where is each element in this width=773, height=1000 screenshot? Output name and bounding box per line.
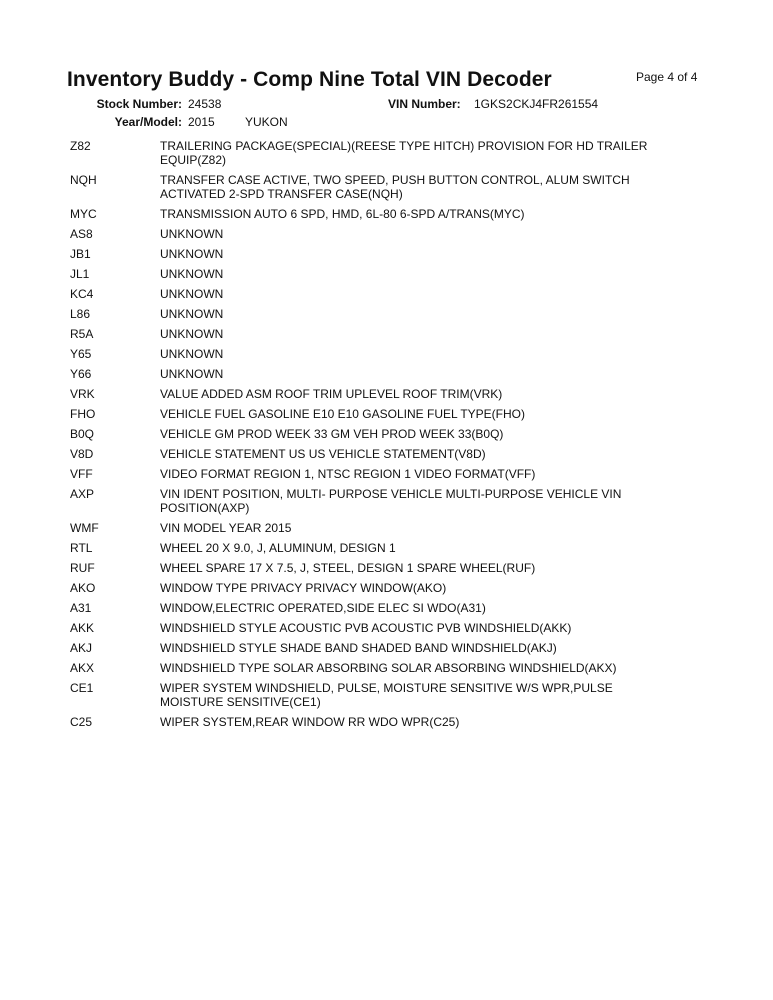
option-code: B0Q [70,427,95,441]
option-description: WHEEL SPARE 17 X 7.5, J, STEEL, DESIGN 1 SPARE WHEEL(RUF) [160,561,536,575]
option-description: VEHICLE STATEMENT US US VEHICLE STATEMENT(V8D) [160,447,486,461]
option-description: WINDSHIELD STYLE SHADE BAND SHADED BAND WINDSHIELD(AKJ) [160,641,557,655]
option-description: VALUE ADDED ASM ROOF TRIM UPLEVEL ROOF TRIM(VRK) [160,387,503,401]
option-description: UNKNOWN [160,327,224,341]
option-row [70,427,690,441]
option-description: UNKNOWN [160,307,224,321]
option-row [70,447,690,461]
option-row [70,487,690,515]
option-code: C25 [70,715,93,729]
option-row [70,541,690,555]
option-row [70,521,690,535]
option-description: VEHICLE FUEL GASOLINE E10 E10 GASOLINE FUEL TYPE(FHO) [160,407,526,421]
option-code: L86 [70,307,91,321]
option-code: MYC [70,207,97,221]
option-row [70,467,690,481]
option-row [70,227,690,241]
page-title: Inventory Buddy - Comp Nine Total VIN Decoder [67,68,552,91]
option-row [70,287,690,301]
option-code: AKO [70,581,96,595]
option-code: JL1 [70,267,90,281]
option-code: JB1 [70,247,91,261]
option-code: A31 [70,601,92,615]
option-code: AKK [70,621,95,635]
option-row [70,641,690,655]
option-description: TRAILERING PACKAGE(SPECIAL)(REESE TYPE HITCH) PROVISION FOR HD TRAILER EQUIP(Z82) [160,139,648,167]
option-code: NQH [70,173,97,187]
option-row [70,139,690,167]
option-description: UNKNOWN [160,367,224,381]
option-description: WINDOW,ELECTRIC OPERATED,SIDE ELEC SI WDO(A31) [160,601,486,615]
page-number: Page 4 of 4 [636,70,698,84]
option-row [70,347,690,361]
option-code: CE1 [70,681,94,695]
stock-number-label: Stock Number: [96,97,182,111]
option-description: UNKNOWN [160,227,224,241]
option-row [70,621,690,635]
option-code: AKJ [70,641,93,655]
option-code: KC4 [70,287,94,301]
year-model-label: Year/Model: [114,115,182,129]
option-row [70,247,690,261]
option-row [70,267,690,281]
option-description: WIPER SYSTEM WINDSHIELD, PULSE, MOISTURE SENSITIVE W/S WPR,PULSE MOISTURE SENSITIVE(CE1) [160,681,613,709]
option-row [70,681,690,709]
option-description: UNKNOWN [160,347,224,361]
option-code: RUF [70,561,95,575]
option-code: FHO [70,407,96,421]
option-code: Y66 [70,367,92,381]
option-list [70,139,690,735]
option-description: VIDEO FORMAT REGION 1, NTSC REGION 1 VIDEO FORMAT(VFF) [160,467,536,481]
option-code: VFF [70,467,93,481]
option-row [70,387,690,401]
option-description: WINDSHIELD TYPE SOLAR ABSORBING SOLAR ABSORBING WINDSHIELD(AKX) [160,661,617,675]
option-row [70,307,690,321]
option-row [70,407,690,421]
option-description: VIN IDENT POSITION, MULTI- PURPOSE VEHICLE MULTI-PURPOSE VEHICLE VIN POSITION(AXP) [160,487,622,515]
option-code: WMF [70,521,99,535]
option-row [70,561,690,575]
option-code: Y65 [70,347,92,361]
option-description: TRANSFER CASE ACTIVE, TWO SPEED, PUSH BUTTON CONTROL, ALUM SWITCH ACTIVATED 2-SPD TRANSFER CASE(NQH) [160,173,630,201]
option-description: UNKNOWN [160,287,224,301]
option-row [70,581,690,595]
option-description: WINDOW TYPE PRIVACY PRIVACY WINDOW(AKO) [160,581,447,595]
year-value: 2015 [188,115,215,129]
option-row [70,367,690,381]
option-code: Z82 [70,139,91,153]
option-description: TRANSMISSION AUTO 6 SPD, HMD, 6L-80 6-SPD A/TRANS(MYC) [160,207,525,221]
option-row [70,715,690,729]
option-description: VIN MODEL YEAR 2015 [160,521,292,535]
option-code: V8D [70,447,94,461]
vin-number-value: 1GKS2CKJ4FR261554 [474,97,599,111]
option-description: WINDSHIELD STYLE ACOUSTIC PVB ACOUSTIC PVB WINDSHIELD(AKK) [160,621,572,635]
option-row [70,173,690,201]
option-code: VRK [70,387,95,401]
option-row [70,207,690,221]
vin-number-label: VIN Number: [388,97,461,111]
option-row [70,661,690,675]
option-row [70,601,690,615]
option-description: WIPER SYSTEM,REAR WINDOW RR WDO WPR(C25) [160,715,460,729]
option-code: AS8 [70,227,93,241]
model-value: YUKON [245,115,288,129]
option-code: AXP [70,487,95,501]
option-description: WHEEL 20 X 9.0, J, ALUMINUM, DESIGN 1 [160,541,396,555]
option-description: VEHICLE GM PROD WEEK 33 GM VEH PROD WEEK 33(B0Q) [160,427,504,441]
option-row [70,327,690,341]
option-code: RTL [70,541,93,555]
option-description: UNKNOWN [160,247,224,261]
option-code: R5A [70,327,94,341]
option-description: UNKNOWN [160,267,224,281]
stock-number-value: 24538 [188,97,222,111]
option-code: AKX [70,661,95,675]
